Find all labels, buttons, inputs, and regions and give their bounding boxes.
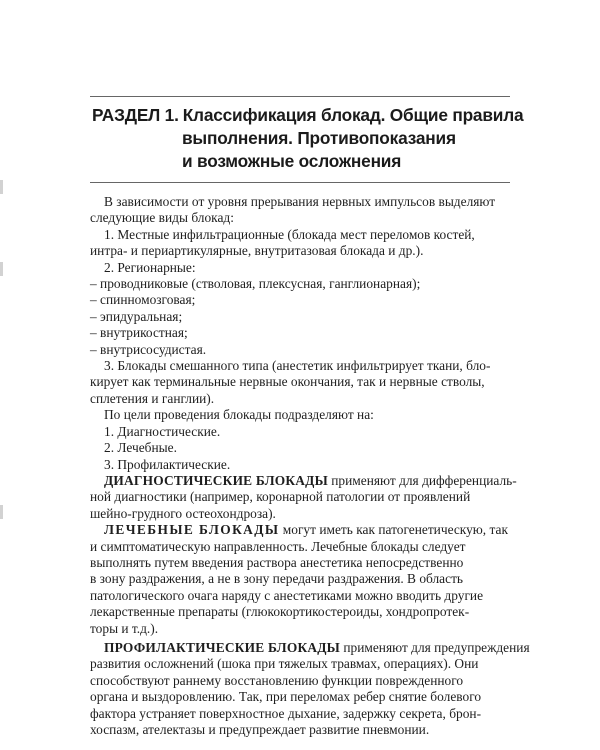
header-rule	[90, 96, 510, 97]
list-item: 2. Лечебные.	[104, 440, 177, 456]
regional-blocks-list	[90, 276, 510, 358]
purpose-list	[90, 424, 510, 473]
section-heading	[92, 104, 532, 173]
item-3-paragraph	[90, 358, 510, 407]
page-edge-mark	[0, 505, 3, 519]
list-item: – внутрисосудистая.	[90, 341, 207, 357]
body-text	[90, 194, 530, 738]
text-line: ДИАГНОСТИЧЕСКИЕ БЛОКАДЫ применяют для дифференциаль-	[104, 472, 517, 488]
text-line: 1. Местные инфильтрационные (блокада мест переломов костей,	[104, 226, 475, 242]
text-line: кирует как терминальные нервные окончания, так и нервные стволы,	[90, 374, 485, 390]
purpose-heading: По цели проведения блокады подразделяют на:	[104, 407, 374, 423]
text-line: 3. Блокады смешанного типа (анестетик инфильтрирует ткани, бло-	[104, 358, 491, 374]
text-line: фактора устраняет поверхностное дыхание, задержку секрета, брон-	[90, 705, 482, 721]
text-line: и симптоматическую направленность. Лечебные блокады следует	[90, 538, 466, 554]
text-line: ПРОФИЛАКТИЧЕСКИЕ БЛОКАДЫ применяют для предупреждения	[104, 639, 530, 655]
list-item: – эпидуральная;	[90, 308, 183, 324]
intro-paragraph	[90, 194, 510, 227]
text-line: органа и выздоровлению. Так, при переломах ребер снятие болевого	[90, 689, 482, 705]
section-heading-line-3: и возможные осложнения	[182, 151, 402, 171]
list-item: – внутрикостная;	[90, 325, 188, 341]
list-item: 3. Профилактические.	[104, 456, 231, 472]
text-line: способствуют раннему восстановлению функции поврежденного	[90, 672, 464, 688]
text-line: следующие виды блокад:	[90, 210, 234, 226]
text-line: ной диагностики (например, коронарной патологии от проявлений	[90, 489, 471, 505]
text-line: выполнять путем введения раствора анестетика непосредственно	[90, 554, 464, 570]
section-heading-line-1: РАЗДЕЛ 1. Классификация блокад. Общие правила	[92, 105, 524, 125]
item-2-heading: 2. Регионарные:	[104, 259, 196, 275]
therapeutic-blocks-paragraph	[90, 522, 510, 637]
text-line: лекарственные препараты (глюкокортикостероиды, хондропротек-	[90, 604, 470, 620]
list-item: – проводниковые (стволовая, плексусная, ганглионарная);	[90, 276, 421, 292]
page-edge-mark	[0, 180, 3, 194]
diagnostic-blocks-term: ДИАГНОСТИЧЕСКИЕ БЛОКАДЫ	[104, 472, 328, 488]
text-line: торы и т.д.).	[90, 620, 159, 636]
section-heading-line-2: выполнения. Противопоказания	[182, 128, 456, 148]
page-edge-mark	[0, 262, 3, 276]
therapeutic-blocks-term: ЛЕЧЕБНЫЕ БЛОКАДЫ	[104, 522, 280, 538]
text-line: хоспазм, ателектазы и предупреждает развитие пневмонии.	[90, 722, 430, 737]
text-line: интра- и периартикулярные, внутритазовая блокада и др.).	[90, 243, 424, 259]
list-item: – спинномозговая;	[90, 292, 196, 308]
text-line: шейно-грудного остеохондроза).	[90, 505, 276, 521]
text-line: сплетения и ганглии).	[90, 390, 215, 406]
text-line: ЛЕЧЕБНЫЕ БЛОКАДЫ могут иметь как патогенетическую, так	[104, 522, 508, 538]
diagnostic-blocks-paragraph	[90, 472, 517, 522]
item-1-paragraph	[90, 227, 510, 260]
list-item: 1. Диагностические.	[104, 423, 221, 439]
text-line: развития осложнений (шока при тяжелых травмах, операциях). Они	[90, 656, 479, 672]
heading-bottom-rule	[90, 182, 510, 183]
section-label: РАЗДЕЛ 1.	[92, 105, 179, 125]
preventive-blocks-term: ПРОФИЛАКТИЧЕСКИЕ БЛОКАДЫ	[104, 639, 341, 655]
text-line: В зависимости от уровня прерывания нервных импульсов выделяют	[104, 194, 496, 209]
preventive-blocks-paragraph	[90, 639, 530, 738]
text-line: патологического очага наряду с анестетиками можно вводить другие	[90, 587, 484, 603]
text-line: в зону раздражения, а не в зону передачи раздражения. В область	[90, 571, 464, 587]
